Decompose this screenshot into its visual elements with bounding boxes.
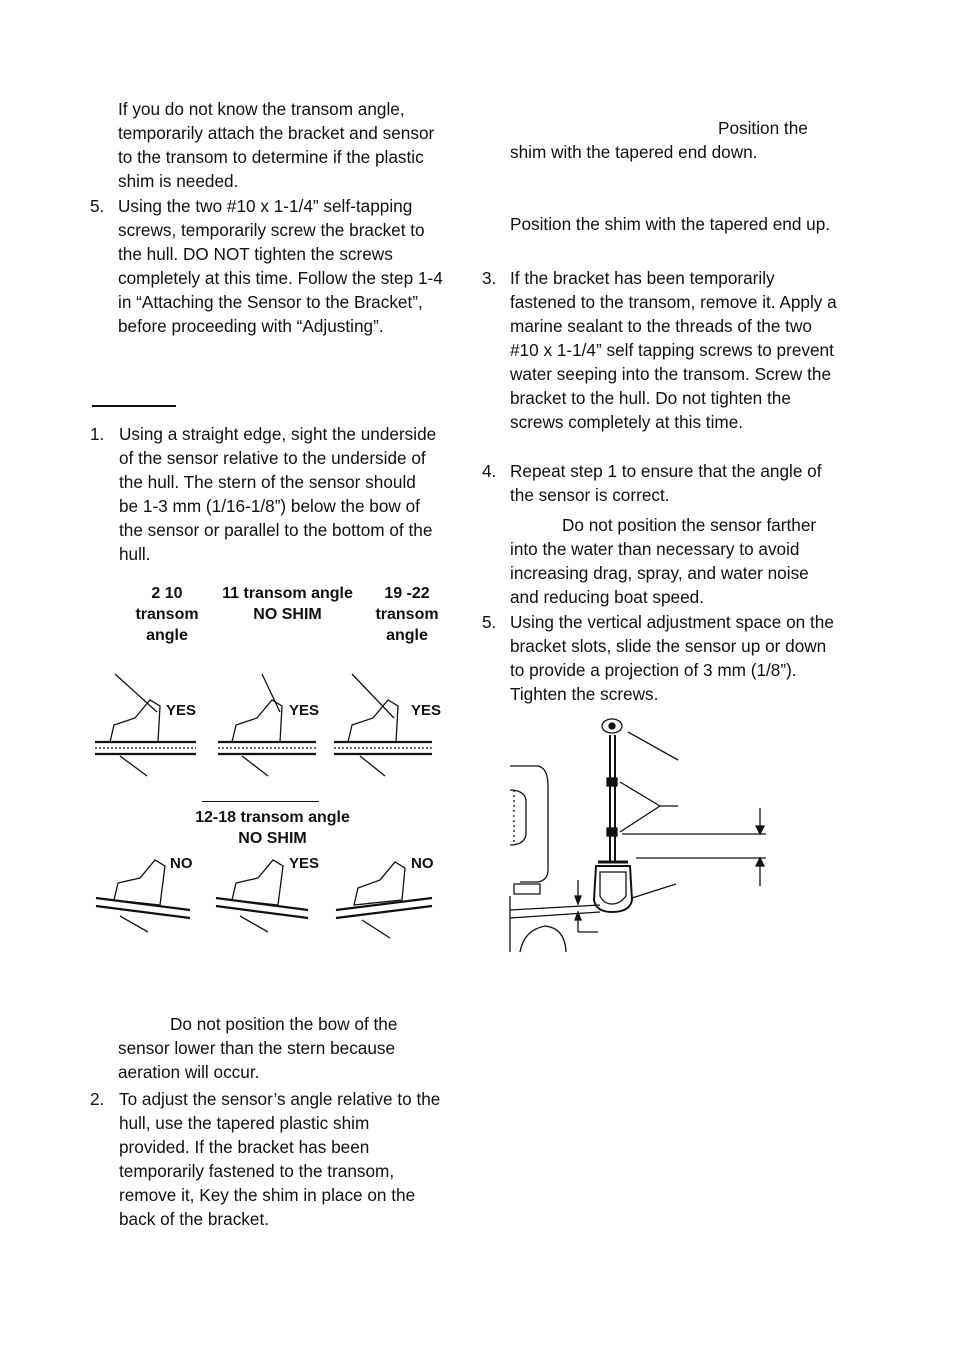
right-step5-text: Using the vertical adjustment space on the bracket slots, slide the sensor up or down to provide a projection of 3 mm (1/8”). Tighten the screws. [510, 612, 834, 704]
step5-text: Using the two #10 x 1-1/4” self-tapping screws, temporarily screw the bracket to the hull. DO NOT tighten the screws completely at this time. Follow the step 1-4 in “Attaching the Sensor to the Bracket”, before proceeding with “Adjusting”. [118, 196, 443, 336]
sensor-sketch-row1-1 [95, 674, 196, 776]
right-step3-number: 3. [482, 268, 497, 288]
heading-rule [92, 405, 176, 407]
fig1-row2-label-2: YES [289, 855, 320, 872]
fig1-mid-heading: 12-18 transom angle NO SHIM [195, 809, 350, 847]
sensor-sketch-row1-2 [218, 674, 316, 776]
fig1-col3-heading: 19 -22 transom angle [375, 585, 439, 644]
fig1-row2-label-3: NO [411, 855, 434, 872]
step1-text: Using a straight edge, sight the underside of the sensor relative to the underside of the hull. The stern of the sensor should be 1-3 mm (1/16-1/8”) below the bow of the sensor or parallel to the bottom of the hull. [119, 424, 437, 564]
fig1-mid-rule [202, 801, 319, 802]
right-step3-text: If the bracket has been temporarily fastened to the transom, remove it. Apply a marine sealant to the threads of the two #10 x 1-1/4” self tapping screws to prevent water seeping into the transom. Screw the bracket to the hull. Do not tighten the screws completely at this time. [510, 268, 837, 432]
caution-text: Do not position the bow of the sensor lower than the stern because aeration will occur. [118, 1014, 398, 1082]
fig1-col2-heading: 11 transom angle NO SHIM [222, 585, 353, 623]
right-step5-number: 5. [482, 612, 497, 632]
shim-down-text-part1: Position the [718, 118, 808, 138]
fig1-row1-label-2: YES [289, 702, 320, 719]
step2-text: To adjust the sensor’s angle relative to the hull, use the tapered plastic shim provided. If the bracket has been temporarily fastened to the transom, remove it, Key the shim in place on the back of the bracket. [119, 1089, 441, 1229]
step1-number: 1. [90, 424, 105, 444]
shim-up-text: Position the shim with the tapered end up. [510, 214, 831, 234]
para-unknown-angle: If you do not know the transom angle, temporarily attach the bracket and sensor to the transom to determine if the plastic shim is needed. [118, 99, 435, 191]
note-text: Do not position the sensor farther into the water than necessary to avoid increasing drag, spray, and water noise and reducing boat speed. [510, 515, 817, 607]
fig1-row1-label-3: YES [411, 702, 442, 719]
step5-number: 5. [90, 196, 105, 216]
sensor-sketch-row1-3 [334, 674, 432, 776]
fig1-row1-label-1: YES [166, 702, 197, 719]
fig1-row2-label-1: NO [170, 855, 193, 872]
step2-number: 2. [90, 1089, 105, 1109]
right-step4-text: Repeat step 1 to ensure that the angle of the sensor is correct. [510, 461, 822, 505]
right-step4-number: 4. [482, 461, 497, 481]
fig1-col1-heading: 2 10 transom angle [135, 585, 199, 644]
shim-down-text-part2: shim with the tapered end down. [510, 142, 758, 162]
